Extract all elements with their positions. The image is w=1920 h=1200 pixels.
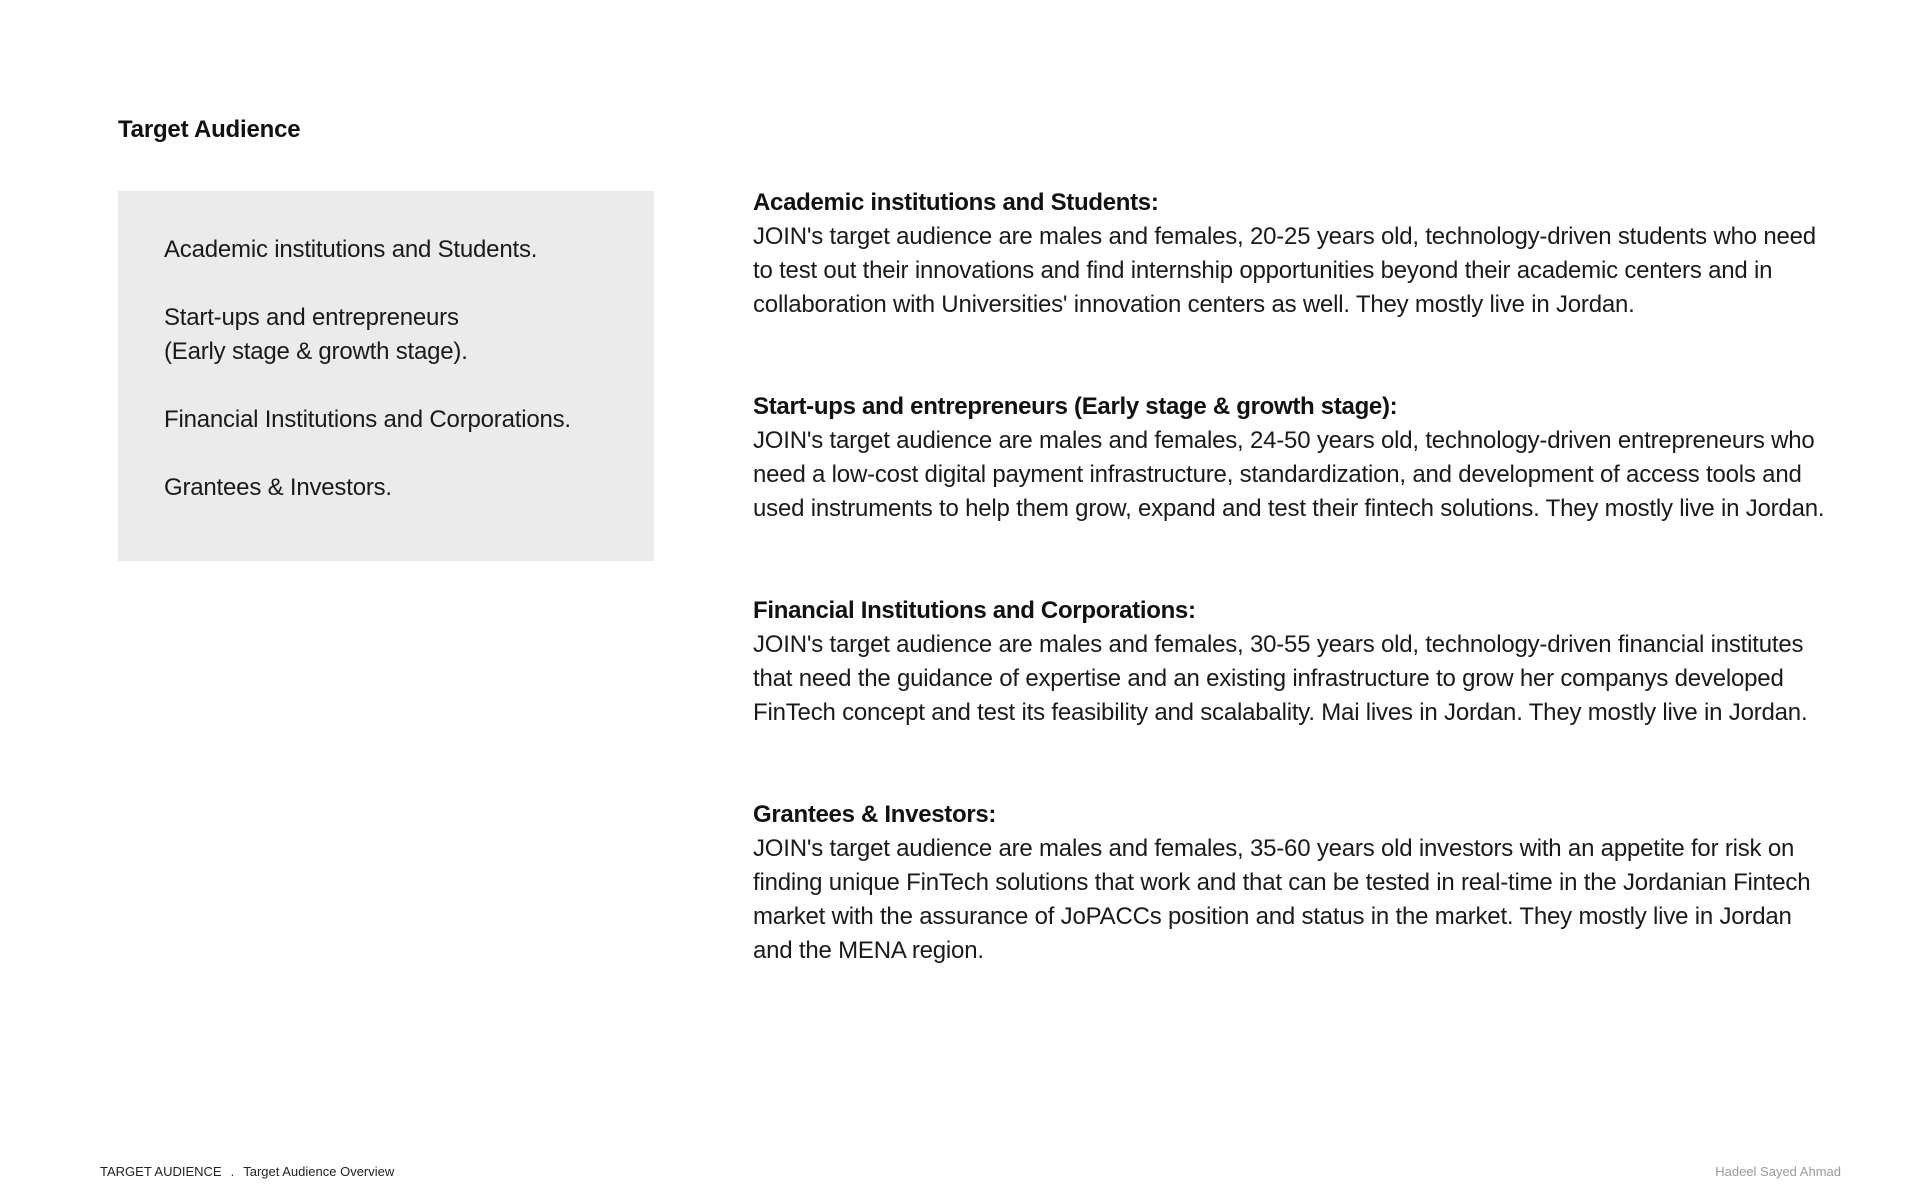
summary-item-financial (164, 403, 608, 437)
summary-item-grantees (164, 471, 608, 505)
footer-breadcrumb (100, 1164, 394, 1179)
summary-item-label: Grantees & Investors. (164, 474, 392, 501)
detail-heading: Academic institutions and Students: (753, 189, 1159, 216)
footer-section: TARGET AUDIENCE (100, 1164, 222, 1179)
detail-section-startups (753, 390, 1833, 526)
details-column (753, 186, 1833, 1036)
detail-section-academic (753, 186, 1833, 322)
detail-section-grantees (753, 798, 1833, 968)
detail-body: JOIN's target audience are males and females, 20-25 years old, technology-driven students who need to test out their innovations and find internship opportunities beyond their academic centers and in collaboration with Universities' innovation centers as well. They mostly live in Jordan. (753, 223, 1816, 318)
detail-body: JOIN's target audience are males and females, 24-50 years old, technology-driven entrepreneurs who need a low-cost digital payment infrastructure, standardization, and development of access tools and used instruments to help them grow, expand and test their fintech solutions. They mostly live in Jordan. (753, 427, 1825, 522)
page-title: Target Audience (118, 116, 301, 143)
summary-box (118, 191, 654, 561)
detail-heading: Grantees & Investors: (753, 801, 997, 828)
footer-subsection: Target Audience Overview (243, 1164, 395, 1179)
summary-item-startups (164, 301, 608, 369)
detail-heading: Financial Institutions and Corporations: (753, 597, 1196, 624)
summary-item-label: Start-ups and entrepreneurs (164, 304, 459, 331)
detail-heading: Start-ups and entrepreneurs (Early stage & growth stage): (753, 393, 1398, 420)
detail-body: JOIN's target audience are males and females, 35-60 years old investors with an appetite for risk on finding unique FinTech solutions that work and that can be tested in real-time in the Jordanian Fintech market with the assurance of JoPACCs position and status in the market. They mostly live in Jordan and the MENA region. (753, 835, 1811, 964)
footer-author: Hadeel Sayed Ahmad (1715, 1164, 1841, 1179)
summary-item-label: Academic institutions and Students. (164, 236, 538, 263)
summary-item-academic (164, 233, 608, 267)
summary-item-label-continued: (Early stage & growth stage). (164, 338, 468, 365)
footer-separator: . (230, 1164, 235, 1179)
detail-body: JOIN's target audience are males and females, 30-55 years old, technology-driven financial institutes that need the guidance of expertise and an existing infrastructure to grow her companys developed FinTech concept and test its feasibility and scalabality. Mai lives in Jordan. They mostly live in Jordan. (753, 631, 1808, 726)
detail-section-financial (753, 594, 1833, 730)
summary-item-label: Financial Institutions and Corporations. (164, 406, 571, 433)
